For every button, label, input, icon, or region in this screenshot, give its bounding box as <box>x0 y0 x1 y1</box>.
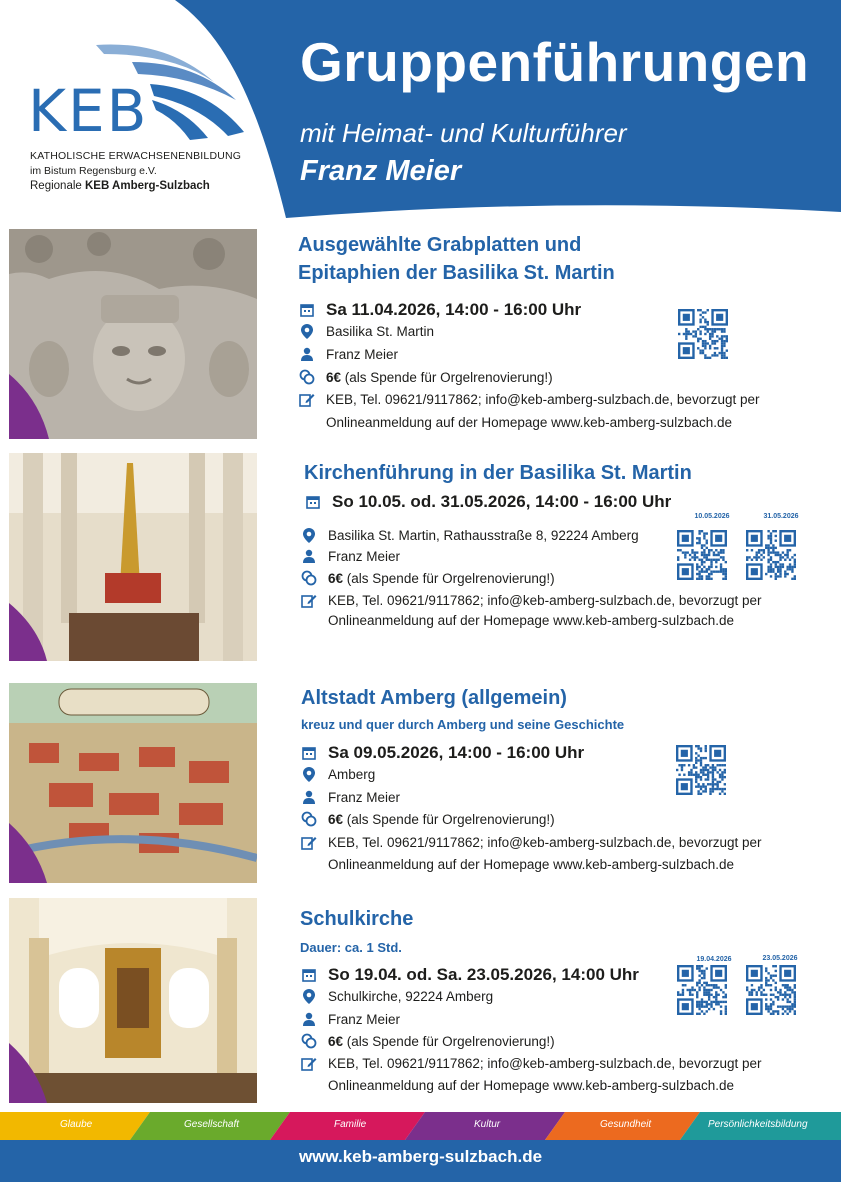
event-1-qr-code[interactable] <box>678 309 728 359</box>
person-icon <box>298 346 316 362</box>
logo-diocese: im Bistum Regensburg e.V. <box>30 165 157 177</box>
event-2-price-note: (als Spende für Orgelrenovierung!) <box>343 570 555 586</box>
event-1-title-line1: Ausgewählte Grabplatten und <box>298 234 582 256</box>
event-4-person: Franz Meier <box>328 1011 401 1027</box>
category-gesundheit[interactable]: Gesundheit <box>600 1119 652 1130</box>
photo-schulkirche <box>9 898 257 1103</box>
event-2-title: Kirchenführung in der Basilika St. Martin <box>304 462 692 484</box>
page-subtitle: mit Heimat- und Kulturführer <box>300 118 627 148</box>
event-4-qr-code-1[interactable] <box>677 965 727 1015</box>
event-4-person-row <box>300 1011 400 1027</box>
event-3-date-row <box>300 743 584 763</box>
event-4-title: Schulkirche <box>300 908 414 930</box>
event-2-date: So 10.05. od. 31.05.2026, 14:00 - 16:00 Uhr <box>332 492 672 511</box>
event-3-price: 6€ <box>328 811 344 827</box>
event-3-location: Amberg <box>328 766 376 782</box>
event-2-location-row <box>300 527 639 543</box>
location-pin-icon <box>298 323 316 339</box>
footer-url[interactable]: www.keb-amberg-sulzbach.de <box>298 1147 543 1166</box>
category-familie[interactable]: Familie <box>334 1119 367 1130</box>
event-1-contact-row <box>298 391 759 407</box>
event-1-person-row <box>298 346 398 362</box>
location-pin-icon <box>300 527 318 543</box>
event-3-price-row <box>300 811 555 827</box>
photo-basilica-interior <box>9 453 257 661</box>
event-2-contact-row <box>300 592 761 608</box>
event-2-qr-label-1: 10.05.2026 <box>694 513 730 520</box>
event-3-contact[interactable]: KEB, Tel. 09621/9117862; info@keb-amberg-sulzbach.de, bevorzugt per <box>328 834 762 850</box>
event-4-subtitle: Dauer: ca. 1 Std. <box>300 940 402 955</box>
event-2-person: Franz Meier <box>328 548 401 564</box>
event-3-date: Sa 09.05.2026, 14:00 - 16:00 Uhr <box>328 743 585 762</box>
event-4-qr-label-2: 23.05.2026 <box>762 955 798 962</box>
calendar-icon <box>304 494 322 510</box>
event-1-title-line2: Epitaphien der Basilika St. Martin <box>298 262 615 284</box>
event-3-subtitle: kreuz und quer durch Amberg und seine Geschichte <box>301 717 625 732</box>
event-2-qr-code-1[interactable] <box>677 530 727 580</box>
event-1-date: Sa 11.04.2026, 14:00 - 16:00 Uhr <box>326 300 582 319</box>
event-1-person: Franz Meier <box>326 346 399 362</box>
photo-amberg-map <box>9 683 257 883</box>
event-4-contact[interactable]: KEB, Tel. 09621/9117862; info@keb-amberg-sulzbach.de, bevorzugt per <box>328 1055 762 1071</box>
category-gesellschaft[interactable]: Gesellschaft <box>184 1119 240 1130</box>
event-4-price: 6€ <box>328 1033 344 1049</box>
event-2-contact-line2[interactable]: Onlineanmeldung auf der Homepage www.keb-amberg-sulzbach.de <box>328 613 734 628</box>
logo-wordmark: KEB <box>28 77 149 145</box>
event-4-location-row <box>300 988 493 1004</box>
event-1-price: 6€ <box>326 369 342 385</box>
person-icon <box>300 548 318 564</box>
event-3-contact-line2[interactable]: Onlineanmeldung auf der Homepage www.keb-amberg-sulzbach.de <box>328 857 734 872</box>
event-2-person-row <box>300 548 400 564</box>
event-3-person-row <box>300 789 400 805</box>
edit-form-icon <box>298 391 316 407</box>
keb-logo[interactable] <box>28 40 258 200</box>
event-1-location-row <box>298 323 434 339</box>
event-2-price: 6€ <box>328 570 344 586</box>
event-2-date-row <box>304 492 671 512</box>
edit-form-icon <box>300 834 318 850</box>
event-1-contact[interactable]: KEB, Tel. 09621/9117862; info@keb-amberg-sulzbach.de, bevorzugt per <box>326 391 760 407</box>
event-3-qr-code[interactable] <box>676 745 726 795</box>
page-title: Gruppenführungen <box>300 31 810 93</box>
event-1-price-note: (als Spende für Orgelrenovierung!) <box>341 369 553 385</box>
event-2-price-row <box>300 570 555 586</box>
guide-name: Franz Meier <box>300 155 462 187</box>
event-2-qr-code-2[interactable] <box>746 530 796 580</box>
event-3-person: Franz Meier <box>328 789 401 805</box>
event-1-contact-line2[interactable]: Onlineanmeldung auf der Homepage www.keb-amberg-sulzbach.de <box>326 415 732 430</box>
logo-regional: Regionale KEB Amberg-Sulzbach <box>30 180 210 192</box>
event-1-location: Basilika St. Martin <box>326 323 435 339</box>
event-4-location: Schulkirche, 92224 Amberg <box>328 988 494 1004</box>
edit-form-icon <box>300 592 318 608</box>
event-4-price-note: (als Spende für Orgelrenovierung!) <box>343 1033 555 1049</box>
coins-icon <box>300 570 318 586</box>
calendar-icon <box>298 302 316 318</box>
coins-icon <box>298 369 316 385</box>
person-icon <box>300 1011 318 1027</box>
location-pin-icon <box>300 988 318 1004</box>
event-4-qr-label-1: 19.04.2026 <box>696 956 732 963</box>
event-4-price-row <box>300 1033 555 1049</box>
person-icon <box>300 789 318 805</box>
event-2-contact[interactable]: KEB, Tel. 09621/9117862; info@keb-amberg-sulzbach.de, bevorzugt per <box>328 592 762 608</box>
event-4-qr-code-2[interactable] <box>746 965 796 1015</box>
calendar-icon <box>300 967 318 983</box>
event-4-contact-row <box>300 1055 761 1071</box>
event-4-date-row <box>300 965 639 985</box>
event-1-date-row <box>298 300 581 320</box>
event-1-price-row <box>298 369 553 385</box>
category-glaube[interactable]: Glaube <box>60 1119 93 1130</box>
event-3-location-row <box>300 766 375 782</box>
photo-grave-slab <box>9 229 257 439</box>
event-4-contact-line2[interactable]: Onlineanmeldung auf der Homepage www.keb-amberg-sulzbach.de <box>328 1078 734 1093</box>
location-pin-icon <box>300 766 318 782</box>
category-persoenlichkeitsbildung[interactable]: Persönlichkeitsbildung <box>708 1119 808 1130</box>
event-4-date: So 19.04. od. Sa. 23.05.2026, 14:00 Uhr <box>328 965 639 984</box>
event-2-qr-label-2: 31.05.2026 <box>763 513 799 520</box>
calendar-icon <box>300 745 318 761</box>
coins-icon <box>300 811 318 827</box>
event-3-price-note: (als Spende für Orgelrenovierung!) <box>343 811 555 827</box>
coins-icon <box>300 1033 318 1049</box>
category-kultur[interactable]: Kultur <box>474 1119 501 1130</box>
logo-org-name: KATHOLISCHE ERWACHSENENBILDUNG <box>30 150 242 162</box>
edit-form-icon <box>300 1055 318 1071</box>
event-2-location: Basilika St. Martin, Rathausstraße 8, 92224 Amberg <box>328 527 639 543</box>
event-3-title: Altstadt Amberg (allgemein) <box>301 687 567 709</box>
event-3-contact-row <box>300 834 761 850</box>
